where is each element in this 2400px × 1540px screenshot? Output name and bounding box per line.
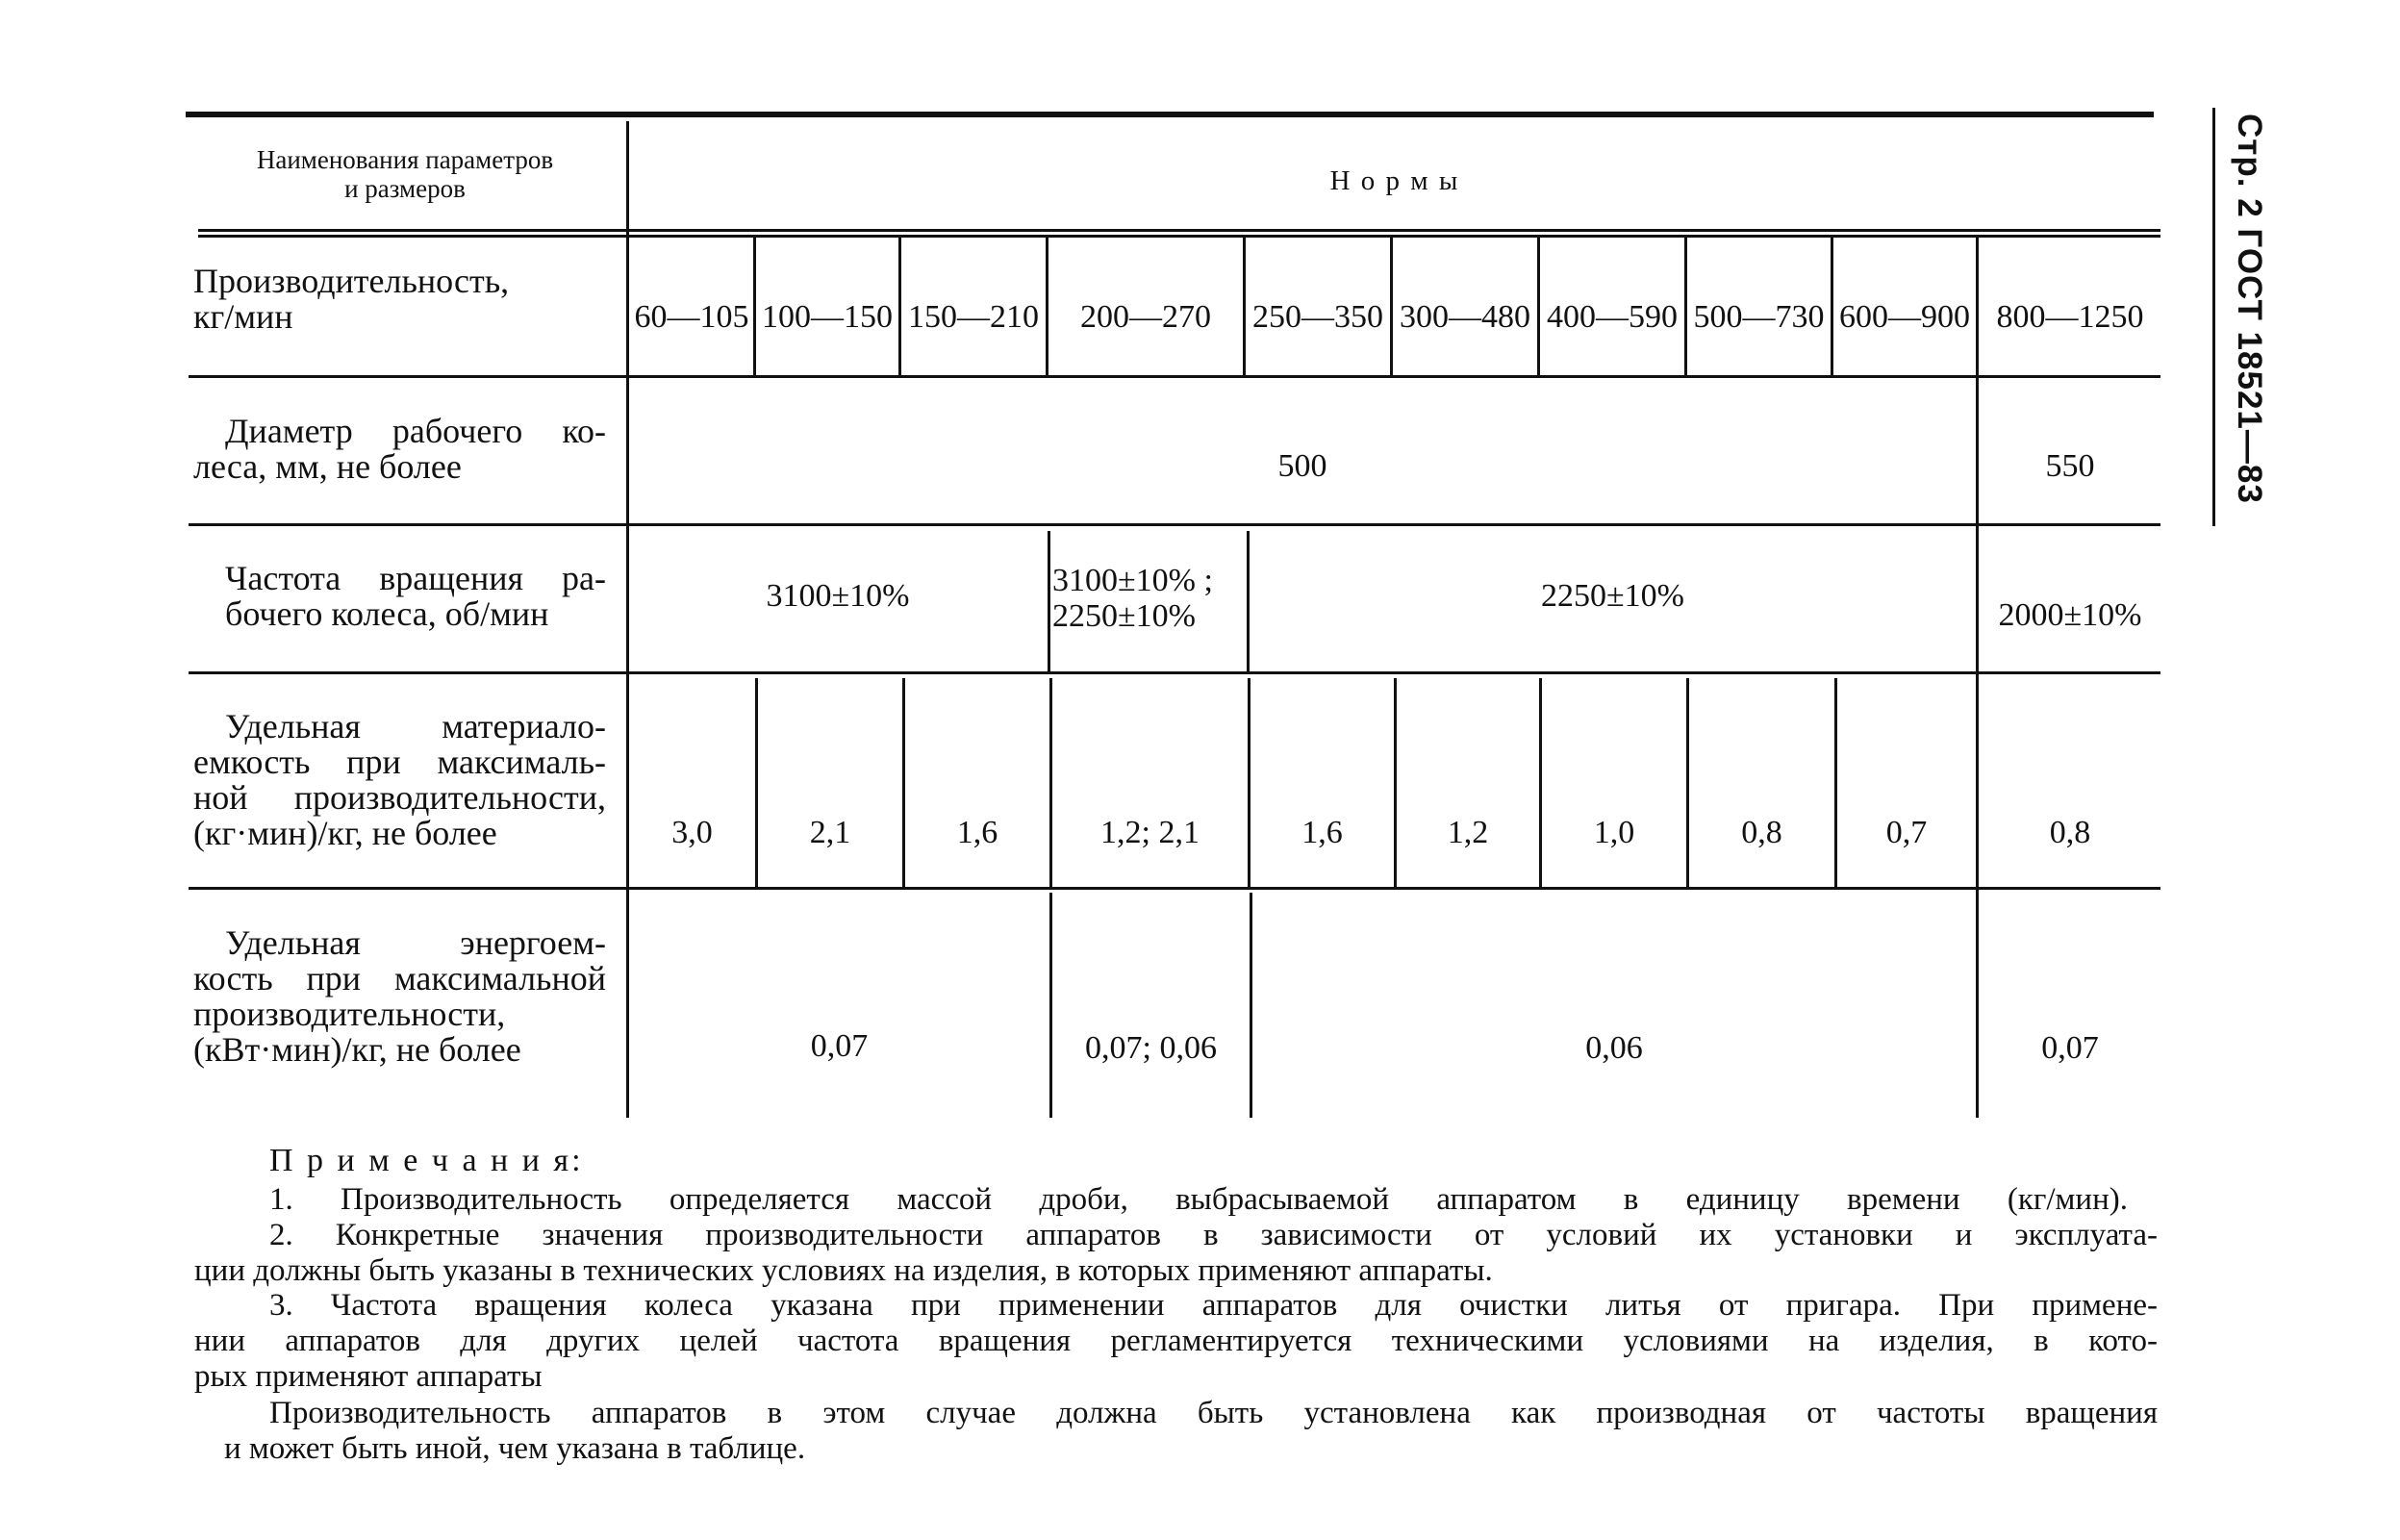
productivity-value: 250—350 [1252, 299, 1383, 335]
row-label-productivity: Производительность, кг/мин [193, 262, 510, 336]
material-value: 2,1 [809, 815, 851, 850]
rotation-value: 3100±10% [766, 578, 910, 614]
notes-title: П р и м е ч а н и я: [269, 1143, 584, 1178]
material-value: 1,2; 2,1 [1100, 815, 1200, 850]
diameter-value: 550 [2045, 448, 2095, 484]
row-label-energy-line3: производительности, [193, 995, 506, 1033]
productivity-value: 100—150 [762, 299, 893, 335]
material-value: 1,0 [1593, 815, 1635, 850]
note-3-line3: рых применяют аппараты [194, 1359, 543, 1394]
note-1: 1. Производительность определяется массой дроби, выбрасываемой аппаратом в единицу времени (кг/мин). [269, 1182, 2128, 1217]
row-label-material-line3: ной производительности, [193, 778, 606, 817]
header-parameter-names: Наименования параметров и размеров [256, 145, 554, 203]
row-label-energy-line4: (кВт·мин)/кг, не более [193, 1030, 521, 1069]
side-header-rule [2212, 108, 2215, 526]
productivity-value: 500—730 [1693, 299, 1825, 335]
row-label-material-line2: емкость при максималь- [193, 743, 606, 781]
note-3-line2: нии аппаратов для других целей частота вращения регламентируется техническими условиями на изделия, в кото- [194, 1324, 2158, 1358]
material-value: 0,8 [1741, 815, 1782, 850]
material-value: 0,8 [2049, 815, 2091, 850]
rotation-value: 2250±10% [1541, 578, 1684, 614]
note-3-line1: 3. Частота вращения колеса указана при применении аппаратов для очистки литья от пригара. При примене- [269, 1288, 2158, 1323]
note-2-line1: 2. Конкретные значения производительности аппаратов в зависимости от условий их установки и эксплуата- [269, 1218, 2158, 1252]
diameter-value: 500 [1277, 448, 1327, 484]
energy-value: 0,07 [810, 1028, 869, 1064]
productivity-value: 60—105 [634, 299, 749, 335]
productivity-value: 150—210 [908, 299, 1039, 335]
material-value: 0,7 [1885, 815, 1928, 850]
note-2-line2: ции должны быть указаны в технических условиях на изделия, в которых применяют аппараты. [194, 1253, 1493, 1288]
rotation-value: 3100±10% ; 2250±10% [1052, 563, 1213, 634]
row-label-material-line1: Удельная материало- [225, 707, 606, 745]
material-value: 1,6 [956, 815, 998, 850]
material-value: 1,6 [1301, 815, 1343, 850]
energy-value: 0,06 [1585, 1030, 1643, 1066]
row-label-energy-line1: Удельная энергоем- [225, 923, 606, 962]
row-label-material-line4: (кг·мин)/кг, не более [193, 814, 497, 852]
rotation-value: 2000±10% [1998, 597, 2142, 633]
energy-value: 0,07 [2041, 1030, 2099, 1066]
material-value: 1,2 [1447, 815, 1489, 850]
note-4-line2: и может быть иной, чем указана в таблице. [224, 1431, 806, 1466]
row-label-energy-line2: кость при максимальной [193, 959, 606, 997]
row-label-rotation-line2: бочего колеса, об/мин [225, 594, 549, 633]
productivity-value: 200—270 [1080, 299, 1211, 335]
productivity-value: 800—1250 [1996, 299, 2144, 335]
energy-value: 0,07; 0,06 [1085, 1030, 1217, 1066]
row-label-rotation-line1: Частота вращения ра- [225, 559, 606, 597]
material-value: 3,0 [671, 815, 713, 850]
productivity-value: 300—480 [1400, 299, 1530, 335]
productivity-value: 400—590 [1547, 299, 1678, 335]
note-4-line1: Производительность аппаратов в этом случае должна быть установлена как производная от частоты вращения [269, 1396, 2158, 1430]
header-norms: Н о р м ы [1329, 164, 1460, 196]
productivity-value: 600—900 [1839, 299, 1970, 335]
page-header-vertical: Стр. 2 ГОСТ 18521—83 [2231, 114, 2268, 504]
row-label-diameter-line2: леса, мм, не более [193, 447, 462, 486]
row-label-diameter-line1: Диаметр рабочего ко- [225, 412, 606, 450]
